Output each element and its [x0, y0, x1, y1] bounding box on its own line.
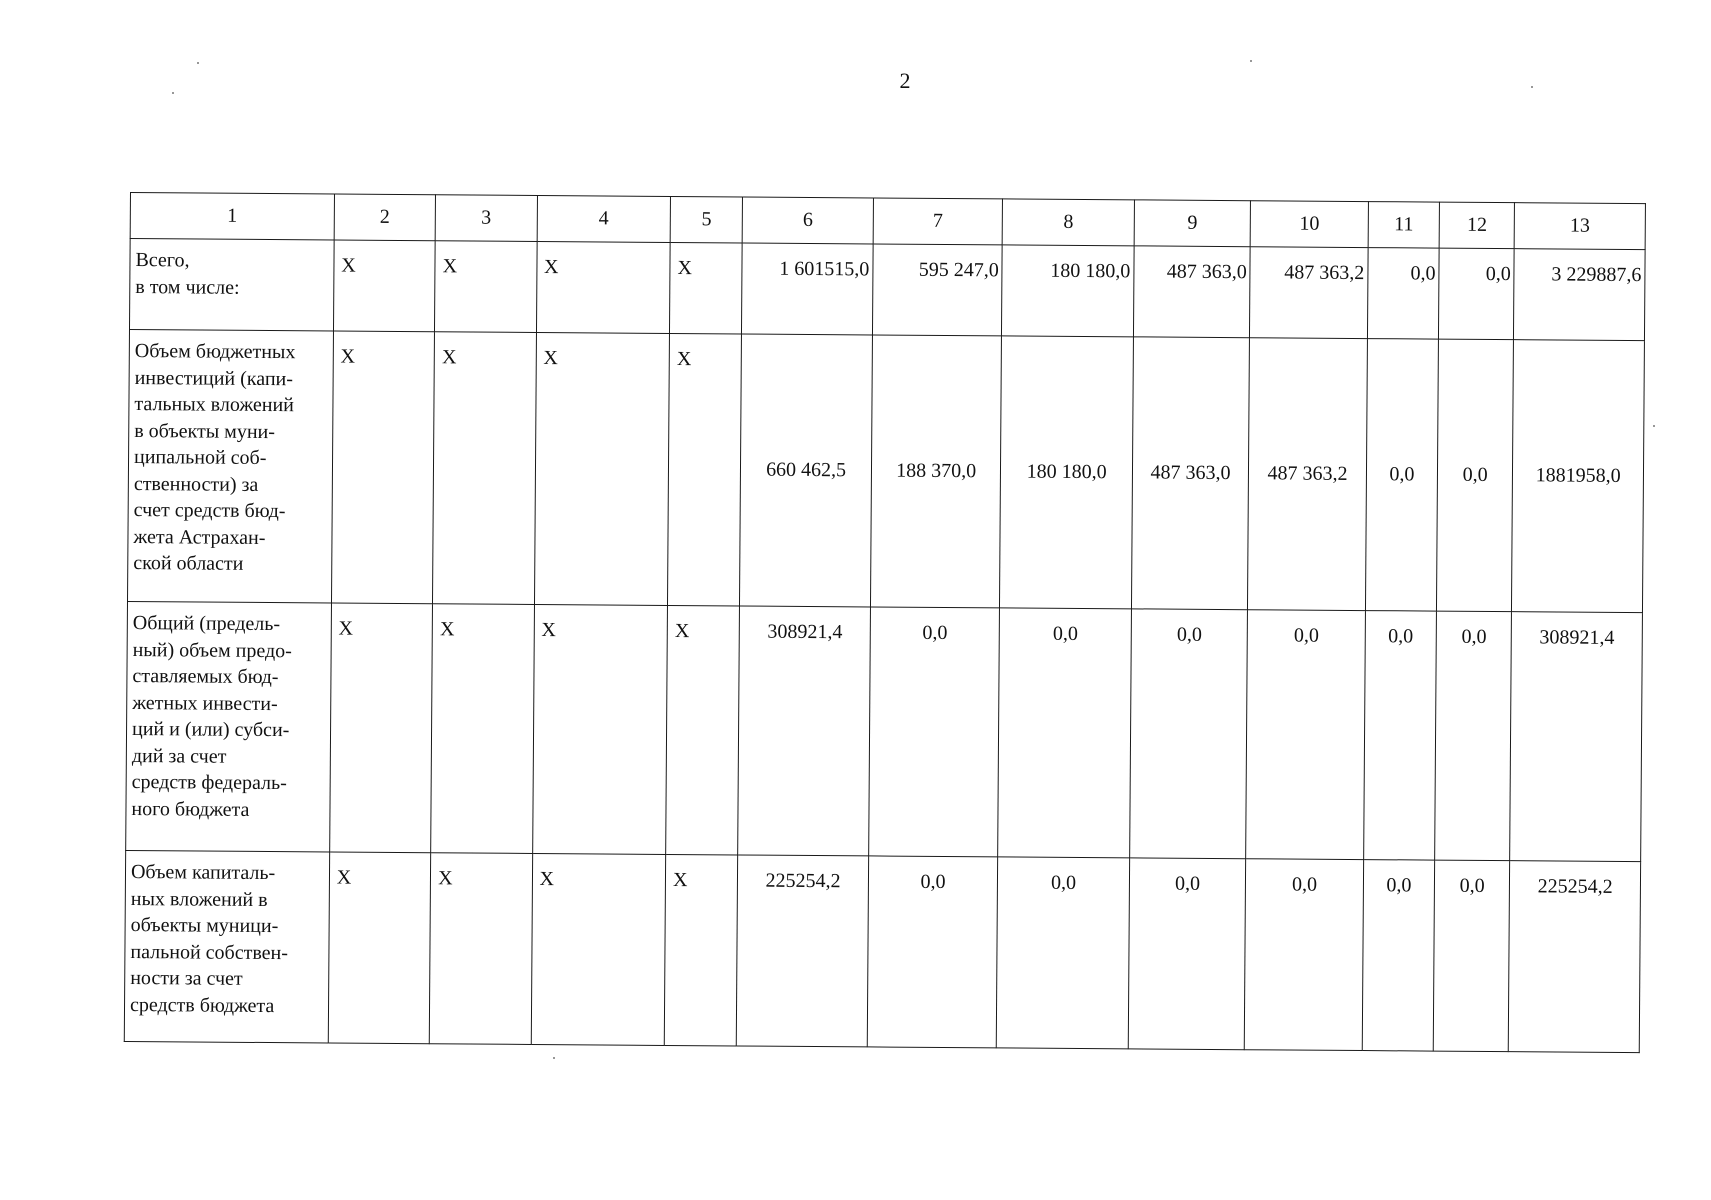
row-label — [126, 601, 332, 851]
budget-table — [124, 192, 1646, 1053]
row-label-line: пальной собствен- — [130, 940, 289, 964]
value-cell: 660 462,5 — [740, 334, 873, 607]
row-label-line: ставляемых бюд- — [132, 665, 279, 689]
value-cell: 0,0 — [867, 856, 998, 1048]
row-label-line: Объем бюджетных — [134, 340, 296, 364]
row-label-line: Всего, — [135, 249, 190, 272]
marker-cell: X — [664, 854, 738, 1046]
value-cell: 0,0 — [1367, 248, 1439, 340]
table-row-federal-budget — [126, 601, 1643, 861]
scan-speck — [1653, 425, 1655, 427]
value-cell: 0,0 — [998, 608, 1131, 858]
value-cell: 487 363,2 — [1248, 338, 1367, 611]
marker-cell: X — [431, 604, 534, 854]
column-header: 4 — [537, 195, 671, 242]
scan-speck — [1531, 86, 1533, 88]
column-header: 2 — [334, 194, 436, 241]
marker-cell: X — [531, 853, 666, 1045]
value-cell: 308921,4 — [1510, 612, 1642, 862]
row-label-line: Объем капиталь- — [130, 861, 276, 885]
value-cell: 0,0 — [869, 607, 1000, 857]
row-label-line: ных вложений в — [130, 887, 268, 911]
row-label-line: дий за счет — [131, 744, 227, 768]
marker-cell: X — [333, 240, 435, 332]
row-label-line: средств федераль- — [131, 771, 287, 795]
scan-speck — [197, 62, 199, 64]
value-cell: 225254,2 — [1509, 861, 1641, 1053]
value-cell: 0,0 — [1362, 860, 1435, 1052]
table-row-total — [129, 239, 1645, 341]
row-label-line: ций и (или) субси- — [131, 718, 290, 742]
marker-cell: X — [670, 242, 743, 334]
value-cell: 0,0 — [1128, 858, 1246, 1050]
value-cell: 0,0 — [1245, 859, 1364, 1051]
value-cell: 0,0 — [1437, 339, 1514, 612]
value-cell: 188 370,0 — [870, 335, 1001, 608]
marker-cell: X — [668, 333, 742, 606]
value-cell: 180 180,0 — [1000, 336, 1134, 609]
row-label-line: в объекты муни- — [134, 419, 276, 443]
table-row-regional-budget — [127, 329, 1644, 612]
value-cell: 0,0 — [1439, 248, 1515, 340]
column-header: 9 — [1134, 200, 1251, 247]
row-label-line: ности за счет — [130, 967, 243, 990]
value-cell: 1881958,0 — [1512, 340, 1645, 613]
value-cell: 0,0 — [1130, 609, 1248, 859]
value-cell: 3 229887,6 — [1514, 249, 1645, 341]
scan-speck — [553, 1057, 555, 1059]
row-label-line: ской области — [133, 552, 244, 575]
marker-cell: X — [329, 603, 432, 853]
row-label-line: объекты муници- — [130, 914, 279, 938]
value-cell: 0,0 — [997, 857, 1130, 1049]
value-cell: 225254,2 — [737, 855, 869, 1047]
value-cell: 487 363,0 — [1131, 337, 1249, 610]
value-cell: 0,0 — [1433, 860, 1510, 1052]
marker-cell: X — [433, 332, 536, 605]
value-cell: 1 601515,0 — [742, 243, 873, 335]
row-label — [124, 850, 329, 1042]
table-row-municipal-budget — [124, 850, 1640, 1052]
marker-cell: X — [532, 604, 667, 854]
column-header: 3 — [435, 195, 537, 242]
row-label-line: ственности) за — [133, 472, 259, 496]
column-header: 6 — [743, 197, 874, 244]
marker-cell: X — [429, 853, 532, 1045]
value-cell: 0,0 — [1435, 611, 1512, 861]
scan-speck — [1250, 60, 1252, 62]
row-label-line: счет средств бюд- — [133, 499, 286, 523]
marker-cell: X — [328, 852, 431, 1044]
row-label — [129, 239, 333, 331]
column-header: 11 — [1368, 202, 1440, 249]
column-header: 12 — [1439, 202, 1515, 249]
value-cell: 595 247,0 — [872, 244, 1002, 336]
row-label-line: ный) объем предо- — [132, 638, 292, 662]
row-label-line: в том числе: — [135, 275, 240, 299]
page-number: 2 — [899, 68, 911, 93]
column-header: 5 — [670, 196, 743, 243]
value-cell: 0,0 — [1365, 339, 1438, 612]
row-label-line: инвестиций (капи- — [134, 366, 294, 390]
row-label-line: средств бюджета — [129, 993, 275, 1017]
marker-cell: X — [666, 605, 740, 855]
value-cell: 487 363,2 — [1250, 247, 1368, 339]
value-cell: 487 363,0 — [1133, 246, 1250, 338]
marker-cell: X — [331, 331, 434, 604]
marker-cell: X — [435, 241, 537, 333]
column-header: 13 — [1515, 203, 1646, 250]
row-label-line: жета Астрахан- — [133, 525, 266, 549]
row-label-line: ного бюджета — [131, 797, 250, 821]
row-label-line: жетных инвести- — [132, 691, 278, 715]
row-label — [127, 329, 333, 602]
column-header: 10 — [1250, 201, 1368, 248]
value-cell: 0,0 — [1363, 611, 1436, 861]
marker-cell: X — [536, 241, 670, 333]
row-label-line: ципальной соб- — [133, 446, 267, 470]
row-label-line: тальных вложений — [134, 393, 295, 417]
marker-cell: X — [534, 332, 670, 605]
row-label-line: Общий (предель- — [132, 612, 281, 636]
value-cell: 0,0 — [1246, 610, 1365, 860]
column-header: 7 — [873, 198, 1003, 245]
value-cell: 308921,4 — [738, 606, 870, 856]
scan-speck — [172, 92, 174, 94]
value-cell: 180 180,0 — [1002, 245, 1134, 337]
column-header: 8 — [1003, 199, 1135, 246]
column-header: 1 — [130, 193, 334, 240]
budget-table-sheet — [124, 192, 1646, 1053]
